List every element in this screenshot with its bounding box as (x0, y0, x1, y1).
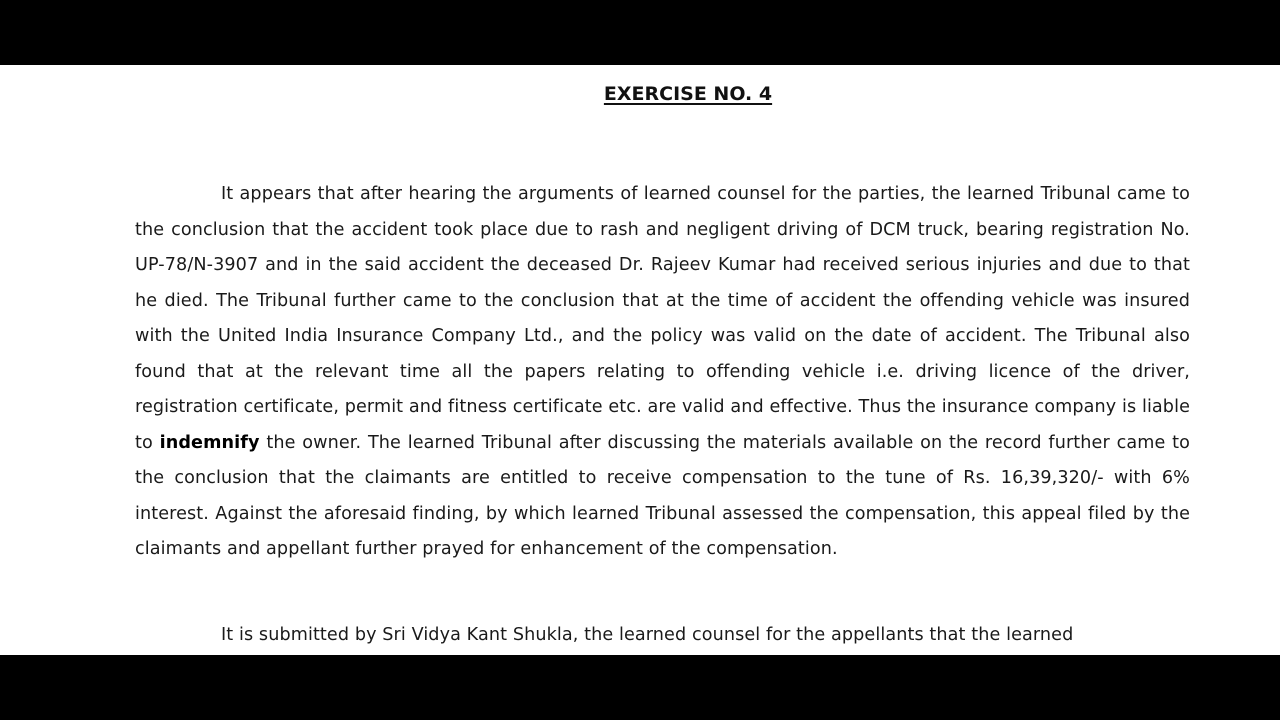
bold-term: indemnify (159, 432, 260, 453)
paragraph-1 (135, 177, 1190, 568)
paragraph-2: It is submitted by Sri Vidya Kant Shukla, the learned counsel for the appellants that the learned (221, 625, 1074, 645)
paragraph-1-text: It appears that after hearing the arguments of learned counsel for the parties, the learned Tribunal came to the conclusion that the accident took place due to rash and negligent driving of DCM truck, bearing registration No. UP-78/N-3907 and in the said accident the deceased Dr. Rajeev Kumar had received serious injuries and due to that he died. The Tribunal further came to the conclusion that at the time of accident the offending vehicle was insured with the United India Insurance Company Ltd., and the policy was valid on the date of accident. The Tribunal also found that at the relevant time all the papers relating to offending vehicle i.e. driving licence of the driver, registration certificate, permit and fitness certificate etc. are valid and effective. Thus the insurance company is liable to (135, 184, 1190, 453)
document-page (0, 65, 1280, 655)
paragraph-1-continuation: the owner. The learned Tribunal after discussing the materials available on the record further came to the conclusion that the claimants are entitled to receive compensation to the tune of Rs. 16,39,320/- with 6% interest. Against the aforesaid finding, by which learned Tribunal assessed the compensation, this appeal filed by the claimants and appellant further prayed for enhancement of the compensation. (135, 432, 1190, 559)
exercise-title: EXERCISE NO. 4 (603, 83, 773, 105)
